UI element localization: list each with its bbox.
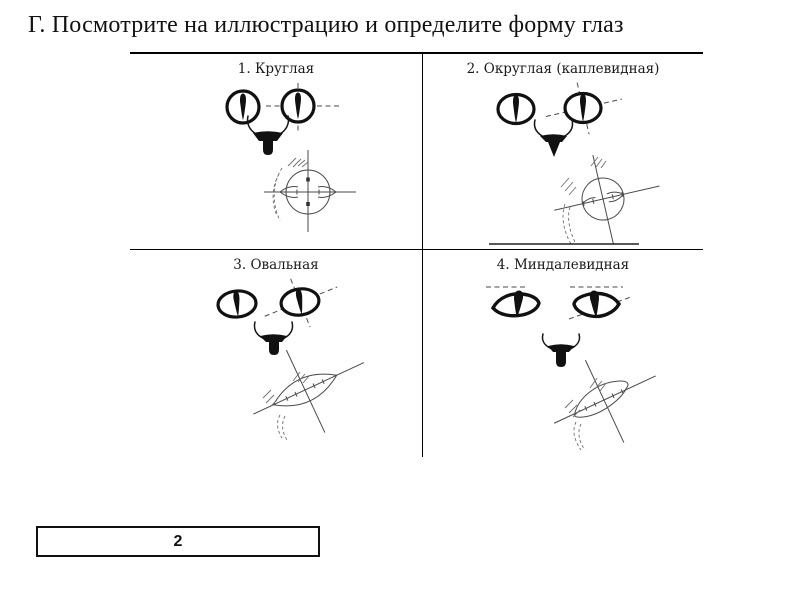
- cat-eye-left: [498, 95, 534, 124]
- cell-label: 1. Круглая: [237, 61, 315, 77]
- cell-label: 2. Округлая (каплевидная): [466, 61, 660, 77]
- cat-eye-right: [266, 83, 342, 131]
- cat-nose-icon: [542, 334, 579, 367]
- eye-construction-diagram-icon: [235, 323, 384, 457]
- cat-eye-right: [569, 290, 631, 319]
- cell-label: 3. Овальная: [233, 257, 319, 273]
- cat-eye-right: [540, 74, 628, 143]
- page-number: 2: [173, 532, 183, 550]
- grid-cell-round: [130, 54, 422, 249]
- page-number-box: [36, 526, 320, 557]
- cat-eyes-almond-icon: [423, 250, 703, 457]
- eye-construction-diagram-icon: [264, 150, 356, 232]
- page-title: Г. Посмотрите на иллюстрацию и определите форму глаз: [28, 12, 624, 38]
- cell-label: 4. Миндалевидная: [496, 257, 630, 273]
- cat-eye-left: [493, 290, 539, 317]
- eye-construction-diagram-icon: [489, 142, 670, 249]
- cat-eyes-oval-icon: [130, 250, 422, 457]
- cat-nose-icon: [534, 120, 572, 157]
- cat-eye-left: [217, 289, 257, 318]
- cat-eye-left: [227, 91, 259, 123]
- cat-eye-right: [255, 264, 347, 341]
- grid-cell-almond: [422, 249, 703, 457]
- grid-cell-oval: [130, 249, 422, 457]
- cat-eyes-round-icon: [130, 54, 422, 249]
- cat-eyes-rounded-icon: [423, 54, 703, 249]
- grid-cell-rounded-teardrop: [422, 54, 703, 249]
- cat-nose-icon: [248, 116, 289, 155]
- illustration-grid: [130, 52, 703, 457]
